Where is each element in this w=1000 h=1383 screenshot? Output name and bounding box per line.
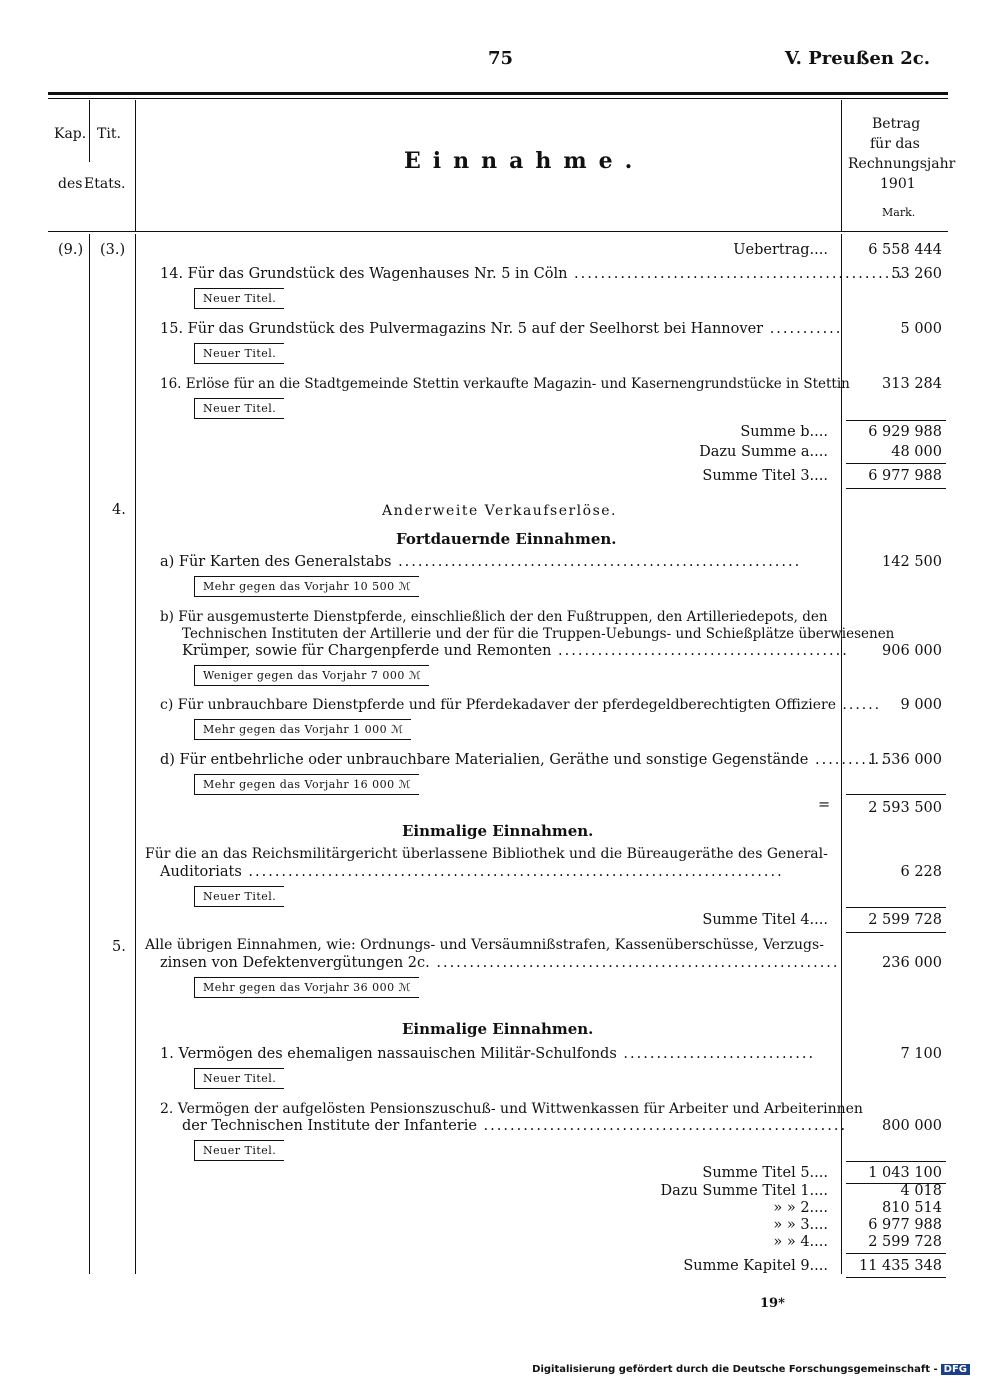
dazu-titel-2-value: 810 514 (882, 1200, 942, 1216)
row-e1-note: Neuer Titel. (194, 886, 284, 907)
tit-number-5: 5. (112, 939, 126, 955)
row-16-note: Neuer Titel. (194, 398, 284, 419)
row-e1-line1: Für die an das Reichsmilitärgericht überlassene Bibliothek und die Büreaugeräthe des General- (145, 846, 828, 862)
sum-t4-rule (846, 907, 946, 908)
tit-number-3: (3.) (100, 242, 126, 258)
sum-t5-rule (846, 1161, 946, 1162)
row-a: a) Für Karten des Generalstabs ............................................................. (160, 554, 802, 570)
sum-b-rule (846, 420, 946, 421)
row-b-value: 906 000 (882, 643, 942, 659)
summe-titel-4-value: 2 599 728 (868, 912, 942, 928)
row-t5-line2: zinsen von Defektenvergütungen 2c. ............................................................. (160, 955, 840, 971)
footer-text: Digitalisierung gefördert durch die Deutsche Forschungsgemeinschaft - (532, 1364, 938, 1375)
sum-t3-bottom-rule (846, 488, 946, 489)
sum-kap-rule (846, 1253, 946, 1254)
summe-titel-5-label: Summe Titel 5.... (702, 1165, 828, 1181)
row-t5-value: 236 000 (882, 955, 942, 971)
fortdauernde-total-value: 2 593 500 (868, 800, 942, 816)
row-c-value: 9 000 (900, 697, 942, 713)
fort-total-rule (846, 794, 946, 795)
col-rule-tit-body (135, 234, 136, 1274)
summe-kapitel-label: Summe Kapitel 9.... (683, 1258, 828, 1274)
row-v1-value: 7 100 (900, 1046, 942, 1062)
row-15-note: Neuer Titel. (194, 343, 284, 364)
row-14: 14. Für das Grundstück des Wagenhauses Nr. 5 in Cöln .................................................. (160, 266, 905, 282)
summe-kapitel-value: 11 435 348 (858, 1258, 942, 1274)
dfg-logo: DFG (941, 1364, 970, 1375)
col-rule-kap-tit-body (89, 234, 90, 1274)
row-b-line2: Technischen Instituten der Artillerie und der für die Truppen-Uebungs- und Schießplätze überwiesenen (182, 626, 895, 642)
row-16-value: 313 284 (882, 376, 942, 392)
col-kap: Kap. (54, 126, 87, 142)
row-b-line1: b) Für ausgemusterte Dienstpferde, einschließlich der den Fußtruppen, den Artilleriedepots, den (160, 609, 828, 625)
dazu-summe-a-value: 48 000 (891, 444, 942, 460)
sum-t3-rule (846, 463, 946, 464)
row-e1-line2: Auditoriats ................................................................................. (160, 864, 784, 880)
sum-kap-bottom-rule (846, 1277, 946, 1278)
row-b-note: Weniger gegen das Vorjahr 7 000 ℳ (194, 665, 429, 686)
header-bottom-rule (48, 231, 948, 232)
amount-head-2: für das (870, 136, 920, 152)
row-a-note: Mehr gegen das Vorjahr 10 500 ℳ (194, 576, 419, 597)
footer-credit (532, 1364, 970, 1375)
top-rule-thin (48, 98, 948, 99)
dazu-titel-1-value: 4 018 (900, 1183, 942, 1199)
row-c: c) Für unbrauchbare Dienstpferde und für Pferdekadaver der pferdegeldberechtigten Offiziere ...... (160, 697, 882, 713)
summe-titel-3-value: 6 977 988 (868, 468, 942, 484)
row-15: 15. Für das Grundstück des Pulvermagazins Nr. 5 auf der Seelhorst bei Hannover ........... (160, 321, 843, 337)
row-t5-line1: Alle übrigen Einnahmen, wie: Ordnungs- und Versäumnißstrafen, Kassenüberschüsse, Verzugs- (145, 937, 824, 953)
col-des: des (58, 176, 83, 192)
einmalige-heading-2: Einmalige Einnahmen. (402, 1020, 594, 1038)
row-v2-line1: 2. Vermögen der aufgelösten Pensionszuschuß- und Wittwenkassen für Arbeiter und Arbeiterinnen (160, 1101, 863, 1117)
row-a-value: 142 500 (882, 554, 942, 570)
section-title: Einnahme. (404, 148, 645, 174)
col-rule-amount-head (841, 100, 842, 231)
row-d-note: Mehr gegen das Vorjahr 16 000 ℳ (194, 774, 419, 795)
dazu-titel-3-value: 6 977 988 (868, 1217, 942, 1233)
amount-head-1: Betrag (872, 116, 921, 132)
summe-titel-5-value: 1 043 100 (868, 1165, 942, 1181)
sum-mark: = (818, 797, 831, 813)
row-e1-value: 6 228 (900, 864, 942, 880)
dazu-titel-1-label: Dazu Summe Titel 1.... (660, 1183, 828, 1199)
row-v1-note: Neuer Titel. (194, 1068, 284, 1089)
col-etats: Etats. (84, 176, 126, 192)
amount-head-3: Rechnungsjahr (848, 156, 956, 172)
dazu-summe-a-label: Dazu Summe a.... (699, 444, 828, 460)
col-rule-tit-body-head (135, 100, 136, 231)
anderweite-heading: Anderweite Verkaufserlöse. (382, 503, 617, 519)
einmalige-heading-1: Einmalige Einnahmen. (402, 822, 594, 840)
tit-number-4: 4. (112, 502, 126, 518)
summe-titel-4-label: Summe Titel 4.... (702, 912, 828, 928)
dazu-titel-2-label: » » 2.... (773, 1200, 828, 1216)
kap-number: (9.) (58, 242, 84, 258)
dazu-titel-4-label: » » 4.... (773, 1234, 828, 1250)
summe-titel-3-label: Summe Titel 3.... (702, 468, 828, 484)
amount-unit: Mark. (882, 206, 916, 219)
summe-b-value: 6 929 988 (868, 424, 942, 440)
row-v2-line2: der Technischen Institute der Infanterie ....................................................... (182, 1118, 848, 1134)
row-14-note: Neuer Titel. (194, 288, 284, 309)
amount-head-4: 1901 (880, 176, 916, 192)
sheet-signature: 19* (760, 1296, 785, 1311)
col-tit: Tit. (97, 126, 121, 142)
summe-b-label: Summe b.... (740, 424, 828, 440)
row-d-value: 1 536 000 (868, 752, 942, 768)
dazu-titel-3-label: » » 3.... (773, 1217, 828, 1233)
sum-t4-bottom-rule (846, 932, 946, 933)
row-v2-value: 800 000 (882, 1118, 942, 1134)
row-v2-note: Neuer Titel. (194, 1140, 284, 1161)
fortdauernde-heading: Fortdauernde Einnahmen. (396, 530, 617, 548)
row-t5-note: Mehr gegen das Vorjahr 36 000 ℳ (194, 977, 419, 998)
row-15-value: 5 000 (900, 321, 942, 337)
top-rule-thick (48, 92, 948, 95)
col-rule-kap-tit (89, 100, 90, 162)
row-16: 16. Erlöse für an die Stadtgemeinde Stettin verkaufte Magazin- und Kasernengrundstücke in Stettin (160, 376, 850, 392)
running-title: V. Preußen 2c. (784, 48, 930, 69)
row-b-line3: Krümper, sowie für Chargenpferde und Remonten ............................................ (182, 643, 849, 659)
uebertrag-value: 6 558 444 (868, 242, 942, 258)
row-d: d) Für entbehrliche oder unbrauchbare Materialien, Geräthe und sonstige Gegenstände ........... (160, 752, 888, 768)
row-14-value: 53 260 (891, 266, 942, 282)
dazu-titel-4-value: 2 599 728 (868, 1234, 942, 1250)
uebertrag-label: Uebertrag.... (733, 242, 828, 258)
row-c-note: Mehr gegen das Vorjahr 1 000 ℳ (194, 719, 411, 740)
row-v1: 1. Vermögen des ehemaligen nassauischen Militär-Schulfonds ............................. (160, 1046, 816, 1062)
page-number: 75 (488, 48, 514, 69)
